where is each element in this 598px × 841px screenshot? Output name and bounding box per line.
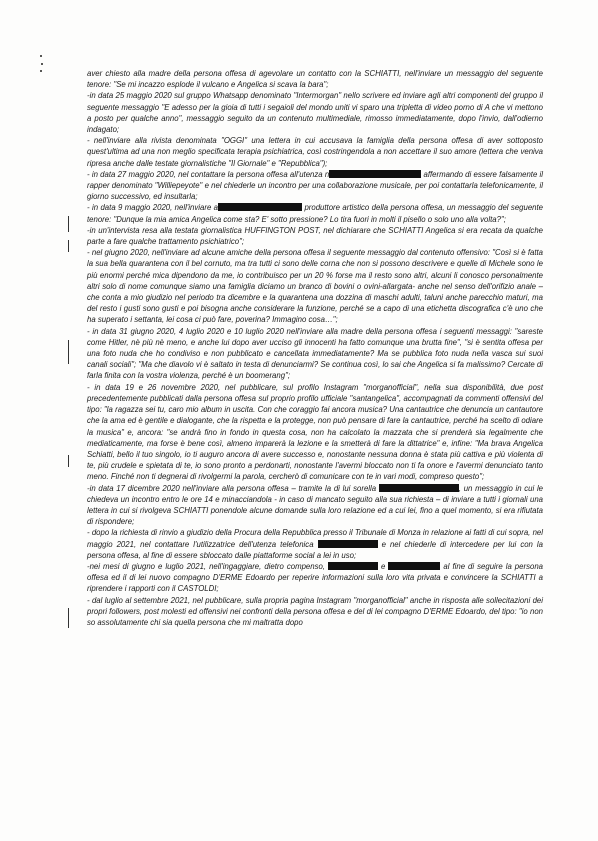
document-body: [87, 68, 543, 628]
paragraph: - in data 9 maggio 2020, nell'inviare a produttore artistico della persona offesa, un messaggio del seguente tenore: "Dunque la mia amica Angelica come sta? E' sotto pressione? Lo tira fuori in molti il pisello o solo uno alla volta?";: [87, 203, 543, 224]
paragraph: -nei mesi di giugno e luglio 2021, nell'ingaggiare, dietro compenso, e al fine di seguire la persona offesa ed il di lei nuovo compagno D'ERME Edoardo per reperire informazioni sulla loro vita privata e convincere la SCHIATTI a riprendere i rapporti con il CASTOLDI;: [87, 561, 543, 594]
paragraph: - nell'inviare alla rivista denominata "OGGI" una lettera in cui accusava la famiglia della persona offesa di aver sottoposto quest'ultima ad una non meglio specificata terapia psichiatrica, così costringendola a non accettare il suo amore (lettera che veniva ripresa anche dalle testate giornalistiche "Il Giornale" e "Repubblica");: [87, 136, 543, 168]
paragraph: -in un'intervista resa alla testata giornalistica HUFFINGTON POST, nel dichiarare che SCHIATTI Angelica si era recata da qualche parte a fare qualche trattamento psichiatrico";: [87, 225, 543, 247]
redaction-bar: [379, 484, 459, 492]
margin-bar: [68, 216, 69, 232]
redaction-bar: [388, 562, 440, 570]
margin-bar: [68, 608, 69, 628]
paragraph: - in data 31 giugno 2020, 4 luglio 2020 e 10 luglio 2020 nell'inviare alla madre della persona offesa i seguenti messaggi: "sareste come Hitler, nè più nè meno, e anche lui dopo aver ucciso gli innocenti ha fatto comunque una brutta fine", "si è sentita offesa per una foto nuda che ho condiviso e non pubblicato e cancellata immediatamente? Ma se pubblica foto nuda nella vasca sui suoi canali sociali"; "Ma che diavolo vi è saltato in testa di denunciarmi? Se continua così, lo sai che Angelica si fa malissimo? Cercate di farla finita con la vostra violenza, perché è un boomerang";: [87, 326, 543, 381]
paragraph: - in data 19 e 26 novembre 2020, nel pubblicare, sul profilo Instagram "morganofficial", nella sua disponibilità, due post precedentemente pubblicati dalla persona offesa sul proprio profilo ufficiale "santangelica", accompagnati da commenti offensivi del tipo: "la ragazza sei tu, caro mio album in uscita. Con che coraggio fai ancora musica? Una cantautrice che denuncia un cantautore che la ama ed è gentile e dialogante, che la rispetta e la protegge, non può pensare di fare la cantautrice, perché ha scelto di odiare la musica" e, ancora: "se andrà fino in fondo in questa cosa, non ha calcolato la mazzata che si prenderà sia legalmente che mediaticamente, ma forse è bene così, almeno imparerà la lezione e la smetterà di fare la dittatrice" e, infine: "Ma brava Angelica Schiatti, bello il tuo singolo, io ti auguro ancora di avere successo e, nonostante nessuna donna è stata più cattiva e più violenta di te, più crudele e spietata di te, io sono pronto a perdonarti, nonostante l'avermi bloccato non ti fa onore e l'avermi denunciato tanto meno. Finché non ti degnerai di rivolgermi la parola, cercherò di comunicare con te in vari modi, compreso questo";: [87, 382, 543, 482]
redaction-bar: [329, 170, 421, 178]
redaction-bar: [328, 562, 378, 570]
punch-mark: [40, 55, 42, 57]
paragraph: - dal luglio al settembre 2021, nel pubblicare, sulla propria pagina Instagram "morganofficial" anche in risposta alle sollecitazioni dei propri followers, post molesti ed offensivi nei confronti della persona offesa e del di lei compagno D'ERME Edoardo, del tipo: "io non so assolutamente chi sia quella persona che mi maltratta dopo: [87, 595, 543, 627]
punch-mark: [41, 63, 43, 65]
punch-mark: [40, 70, 42, 72]
paragraph: -in data 25 maggio 2020 sul gruppo Whatsapp denominato "Intermorgan" nello scrivere ed inviare agli altri componenti del gruppo il seguente messaggio "E adesso per la gioia di tutti i segaioli del mondo uniti vi sparo una tripletta di video porno di A che vi mettono a posto per qualche anno", messaggio seguito da un contenuto multimediale, rimosso immediatamente, dopo l'invio, dall'odierno indagato;: [87, 91, 543, 135]
redaction-bar: [218, 203, 302, 211]
margin-bar: [68, 240, 69, 252]
paragraph: aver chiesto alla madre della persona offesa di agevolare un contatto con la SCHIATTI, nell'inviare un messaggio del seguente tenore: "Se mi incazzo esplode il vulcano e Angelica si scava la bara";: [87, 69, 543, 90]
paragraph: -in data 17 dicembre 2020 nell'inviare alla persona offesa – tramite la di lui sorella , un messaggio in cui le chiedeva un incontro entro le ore 14 e minacciandola - in caso di mancato seguito alla sua richiesta – di inviare a tutti i giornali una lettera in cui si rivolgeva SCHIATTI ponendole alcune domande sulla loro relazione ed a cui lei, fino a quel momento, si era rifiutata di rispondere;: [87, 483, 544, 527]
margin-bar: [68, 340, 69, 364]
paragraph: - dopo la richiesta di rinvio a giudizio della Procura della Repubblica presso il Tribunale di Monza in relazione ai fatti di cui sopra, nel maggio 2021, nel contattare l'utilizzatrice dell'utenza telefonica e nel chiederle di intercedere per lui con la persona offesa, al fine di essere sbloccato dalle piattaforme social a lei in uso;: [87, 528, 543, 560]
paragraph: - in data 27 maggio 2020, nel contattare la persona offesa all'utenza n affermando di essere falsamente il rapper denominato "Williepeyote" e nel chiederle un incontro per una collaborazione musicale, per poi contattarla telefonicamente, il giorno successivo, ed insultarla;: [87, 169, 544, 202]
margin-bar: [68, 455, 69, 467]
paragraph: - nel giugno 2020, nell'inviare ad alcune amiche della persona offesa il seguente messaggio dal contenuto offensivo: "Così si è fatta la sua bella quarantena con il bel cornuto, ma tra tutti ci sono delle corna che non si possono descrivere e quelle di Michele sono le più enormi perché mica dipendono da me, io contribuisco per un 20 % forse ma il resto sono altri, alcuni li conosco personalmente altri solo di nome comunque siamo una famiglia diciamo un branco di bovini o ovini-allargata- anche nel senso dell'orifizio anale – che conta a mio giudizio nel periodo tra dicembre e la quarantena una dozzina di maschi adulti, taluni anche parecchio maturi, ma del resto i gusti sono gusti e poi bisogna anche considerare la funzione, perché se a capo di una etichetta discografica c'è uno che ha superato i settanta, lei cosa ci può fare, poverina? Immagino cosa…";: [87, 248, 543, 325]
redaction-bar: [318, 540, 378, 548]
